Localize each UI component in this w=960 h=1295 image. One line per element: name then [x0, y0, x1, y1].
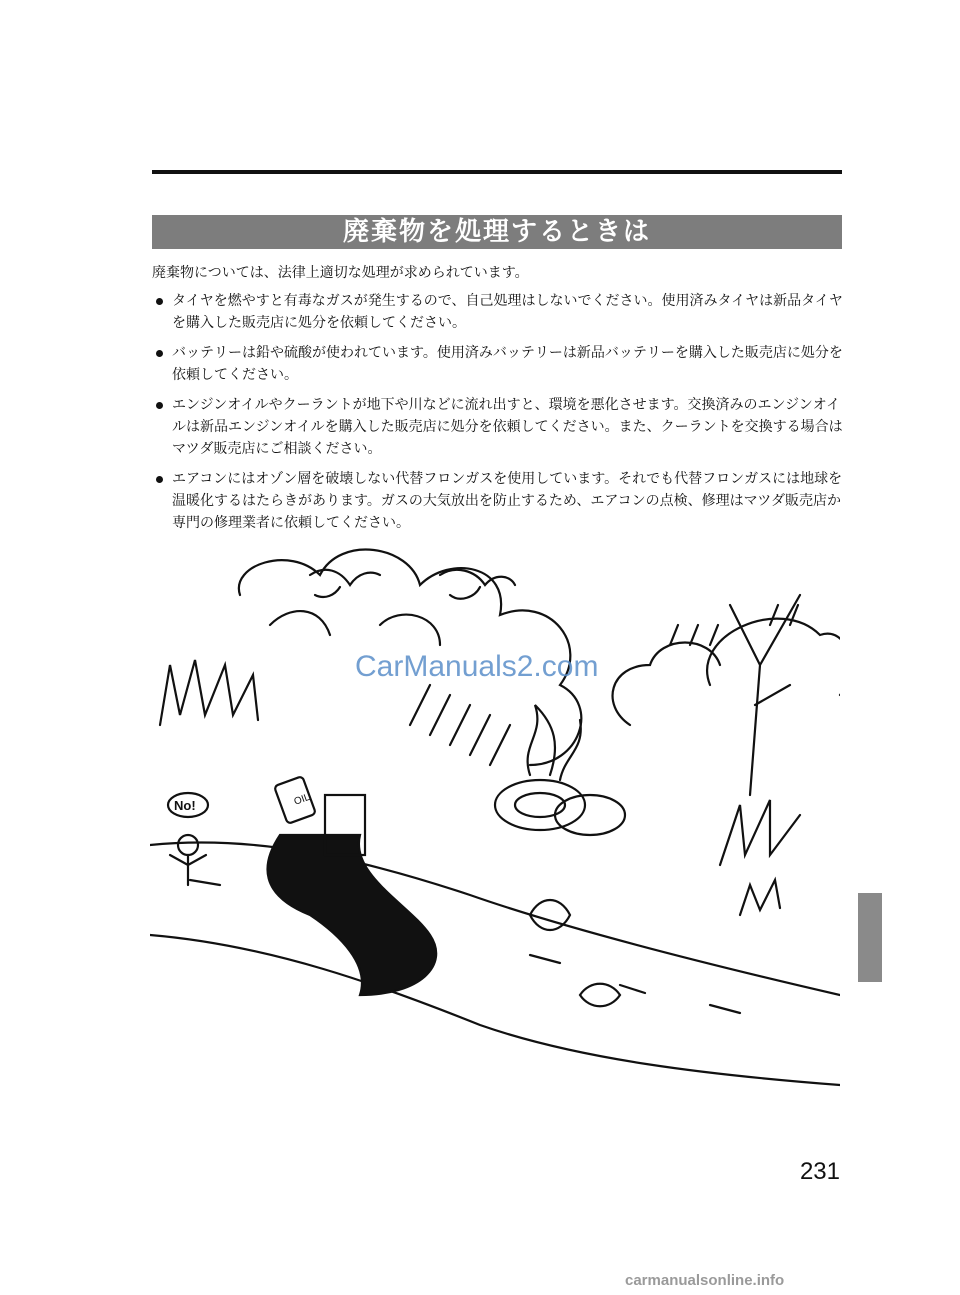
watermark-logo: CarManuals2.com: [355, 650, 599, 683]
bullet-text: エアコンにはオゾン層を破壊しない代替フロンガスを使用しています。それでも代替フロンガスには地球を温暖化するはたらきがあります。ガスの大気放出を防止するため、エアコンの点検、修理はマツダ販売店か専門の修理業者に依頼してください。: [172, 471, 843, 531]
bullet-text: バッテリーは鉛や硫酸が使われています。使用済みバッテリーは新品バッテリーを購入した販売店に処分を依頼してください。: [172, 345, 843, 383]
bullet-dot: [156, 476, 163, 483]
bushes: [160, 660, 800, 915]
river: [150, 842, 840, 1085]
trees: [613, 595, 840, 795]
bullet-item-tires: [152, 290, 852, 334]
oil-can-text: OIL: [292, 791, 312, 808]
burning-tires: [495, 705, 625, 835]
fish: [530, 900, 620, 1006]
page-number: 231: [799, 1158, 840, 1185]
bullet-text: エンジンオイルやクーラントが地下や川などに流れ出すと、環境を悪化させます。交換済みのエンジンオイルは新品エンジンオイルを購入した販売店に処分を依頼してください。また、クーラントを交換する場合はマツダ販売店にご相談ください。: [172, 397, 843, 457]
bullet-item-aircon: [152, 468, 852, 534]
bullet-dot: [156, 350, 163, 357]
pollution-illustration: [150, 535, 840, 1095]
side-tab: [858, 893, 882, 982]
bullet-item-battery: [152, 342, 852, 386]
bullet-text: タイヤを燃やすと有毒なガスが発生するので、自己処理はしないでください。使用済みタイヤは新品タイヤを購入した販売店に処分を依頼してください。: [172, 293, 843, 331]
bullet-item-oil: [152, 394, 852, 460]
bullet-list: [152, 290, 852, 542]
section-title: 廃棄物を処理するときは: [152, 215, 842, 249]
bullet-dot: [156, 298, 163, 305]
no-sign-text: No!: [174, 798, 196, 813]
bullet-dot: [156, 402, 163, 409]
oil-spill: [268, 776, 437, 995]
footer-watermark: carmanualsonline.info: [625, 1272, 785, 1289]
intro-text: 廃棄物については、法律上適切な処理が求められています。: [152, 265, 529, 281]
no-sign-person: [168, 793, 208, 885]
top-rule: [152, 170, 842, 174]
